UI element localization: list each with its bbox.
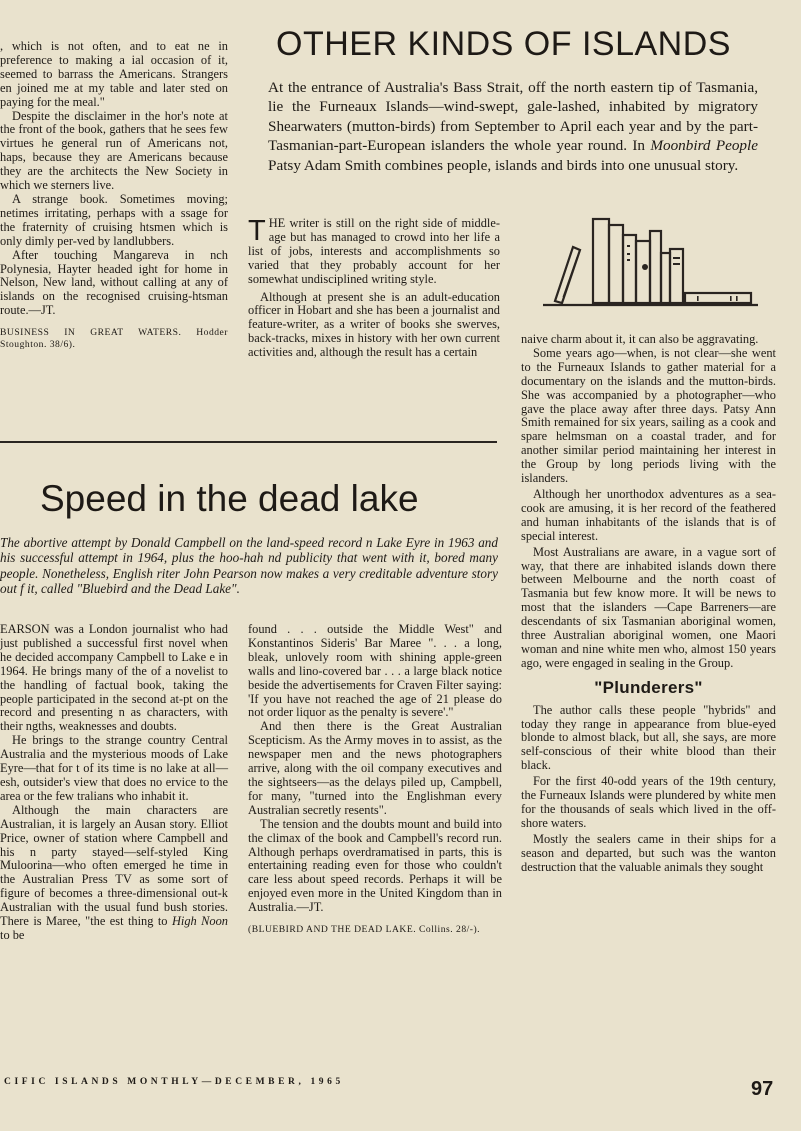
running-footer: CIFIC ISLANDS MONTHLY—DECEMBER, 1965 <box>4 1077 344 1087</box>
a2-para-2: He brings to the strange country Central Australia and the mysterious moods of Lake Eyre—that for t of its time is no lake at all— esh, outsider's view that does no ervice to the area or the few tralians who inhabit it. <box>0 733 228 803</box>
left-column-review <box>0 40 228 351</box>
right-para-1: naive charm about it, it can also be aggravating. <box>521 332 759 346</box>
left-para-2: Despite the disclaimer in the hor's note at the front of the book, gathers that he sees few virtues he general run of Americans not, haps, because they are Americans because they are the architects the New Society in which we sterners live. <box>0 108 228 193</box>
a2-para-3-text: Although the main characters are Australian, it is largely an Ausan story. Elliot Price, owner of station where Campbell and his n party stayed—self-styled King Muloorina—who often emerged he time in the Australian Press TV as some sort of figure of becomes a three-dimensional out-k Australian with the usual fund bush stories. There is Maree, "the est thing to <box>0 802 228 929</box>
article1-first-paragraph <box>248 217 500 287</box>
right-para-5: The author calls these people "hybrids" and today they range in appearance from blue-eyed blonde to almost black, but all, she says, are more self-conscious of their white blood than their black. <box>521 702 776 773</box>
article1-standfirst <box>268 78 758 175</box>
article1-title: OTHER KINDS OF ISLANDS <box>276 25 731 63</box>
a2-source-line: (BLUEBIRD AND THE DEAD LAKE. Collins. 28/-). <box>248 924 481 936</box>
article2-title: Speed in the dead lake <box>40 478 419 519</box>
standfirst-text: At the entrance of Australia's Bass Strait, off the north eastern tip of Tasmania, lie the Furneaux Islands—wind-swept, gale-lashed, inhabited by migratory Shearwaters (mutton-birds) from September to April each year and by the part-Tasmanian-part-European islanders the whole year round. In <box>268 79 758 155</box>
article1-middle-para: Although at present she is an adult-education officer in Hobart and she has been a journalist and feature-writer, as a writer of books she swerves, back-tracks, mixes in history with her own current activities and, although the result has a certain <box>248 289 500 360</box>
standfirst-text-end: Patsy Adam Smith combines people, islands and birds into one unusual story. <box>268 156 739 174</box>
intro-text: The abortive attempt by Donald Campbell on the land-speed record n Lake Eyre in 1963 and his successful attempt in 1964, plus the hoo-hah nd publicity that went with it, bored many people. Nonetheless, English riter John Pearson now makes a very creditable adventure story out f it, called <box>0 535 498 597</box>
first-para-text: HE writer is still on the right side of middle-age but has managed to crowd into her life a list of jobs, interests and accomplishments so varied that they probably account for her somewhat undisciplined writing style. <box>248 216 500 286</box>
article2-column-2 <box>248 623 502 936</box>
page-number: 97 <box>751 1078 774 1100</box>
article1-right-column <box>521 333 776 875</box>
right-para-6: For the first 40-odd years of the 19th century, the Furneaux Islands were plundered by white men for the thousands of seals which lived in the off-shore waters. <box>521 774 776 830</box>
a2-para-6: The tension and the doubts mount and build into the climax of the book and Campbell's record run. Although perhaps overdramatised in parts, this is entertaining reading even for those who couldn't care less about speed records. Perhaps it will be enjoyed even more in the United Kingdom than in Australia.—JT. <box>248 816 502 915</box>
drop-cap: T <box>248 215 266 247</box>
left-para-3: A strange book. Sometimes moving; netimes irritating, perhaps with a ssage for the fraternity of cruising htsmen which is only dimly per-ved by landlubbers. <box>0 191 228 248</box>
right-para-3: Although her unorthodox adventures as a sea-cook are amusing, it is her record of the feathered and human inhabitants of the islands that is of special interest. <box>521 486 776 543</box>
article1-middle-column <box>248 217 500 360</box>
a2-para-1: EARSON was a London journalist who had just published a successful first novel when he decided accompany Campbell to Lake e in 1964. He brings many of the of a novelist to the handling of factual book, taking the people participated in the second at-pt on the record and presenting n as characters, with their ngths, weaknesses and doubts. <box>0 622 228 734</box>
left-para-1: , which is not often, and to eat ne in preference to making a ial occasion of it, seemed to barrass the Americans. Strangers en joined me at my table and later sted on paying for the meal." <box>0 39 228 109</box>
section-divider <box>0 441 497 443</box>
a2-para-5: And then there is the Great Australian Scepticism. As the Army moves in to assist, as the newspaper men and the news photographers arrive, along with the oil company executives and the sightseers—as the delays piled up, Campbell, for many, "turned into the Englishman every Australian secretly resents". <box>248 719 502 817</box>
right-para-7: Mostly the sealers came in their ships for a season and departed, but such was the wanton destruction that the valuable animals they sought <box>521 831 776 874</box>
plunderers-subheading: "Plunderers" <box>594 677 703 697</box>
books-on-shelf-icon <box>543 213 758 313</box>
article2-intro <box>0 535 498 597</box>
intro-book-title: "Bluebird and the Dead Lake". <box>76 581 240 597</box>
right-para-2: Some years ago—when, is not clear—she went to the Furneaux Islands to gather material for a documentary on the islands and the mutton-birds. She was accompanied by a photographer—who gave the place away after three days. Patsy Ann Smith remained for six years, sailing as a cook and spare helmsman on a coastal trader, and for another similar period maintaining her interest in the Group by long periods living with the islanders. <box>521 345 776 486</box>
left-para-4: After touching Mangareva in nch Polynesia, Hayter headed ight for home in Nelson, New land, without calling at any of islands on the recognised cruising-htsman route.—JT. <box>0 247 228 318</box>
right-para-4: Most Australians are aware, in a vague sort of way, that there are inhabited islands down there between Melbourne and the north coast of Tasmania but few know more. It will be news to most that the islanders —Cape Barreners—are descendants of six Tasmanian aboriginal women, three Australian aboriginal women, one Maori woman and nine white men who, almost 150 years ago, were engaged in sealing in the Group. <box>521 544 776 670</box>
a2-para-3-end: to be <box>0 927 25 942</box>
a2-para-4: found . . . outside the Middle West" and Konstantinos Sideris' Bar Maree ". . . a long, bleak, unlovely room with shining apple-green walls and lino-covered bar . . . a large black notice beside the advertisements for Craven Filter saying: 'If you have not reached the age of 21 please do not order liquor as the penalty is severe'." <box>248 622 502 720</box>
article2-column-1 <box>0 623 228 943</box>
standfirst-book-title: Moonbird People <box>650 137 758 155</box>
left-source-line: BUSINESS IN GREAT WATERS. Hodder Stoughton. 38/6). <box>0 327 228 351</box>
high-noon-title: High Noon <box>171 914 228 929</box>
a2-para-3 <box>0 804 228 943</box>
